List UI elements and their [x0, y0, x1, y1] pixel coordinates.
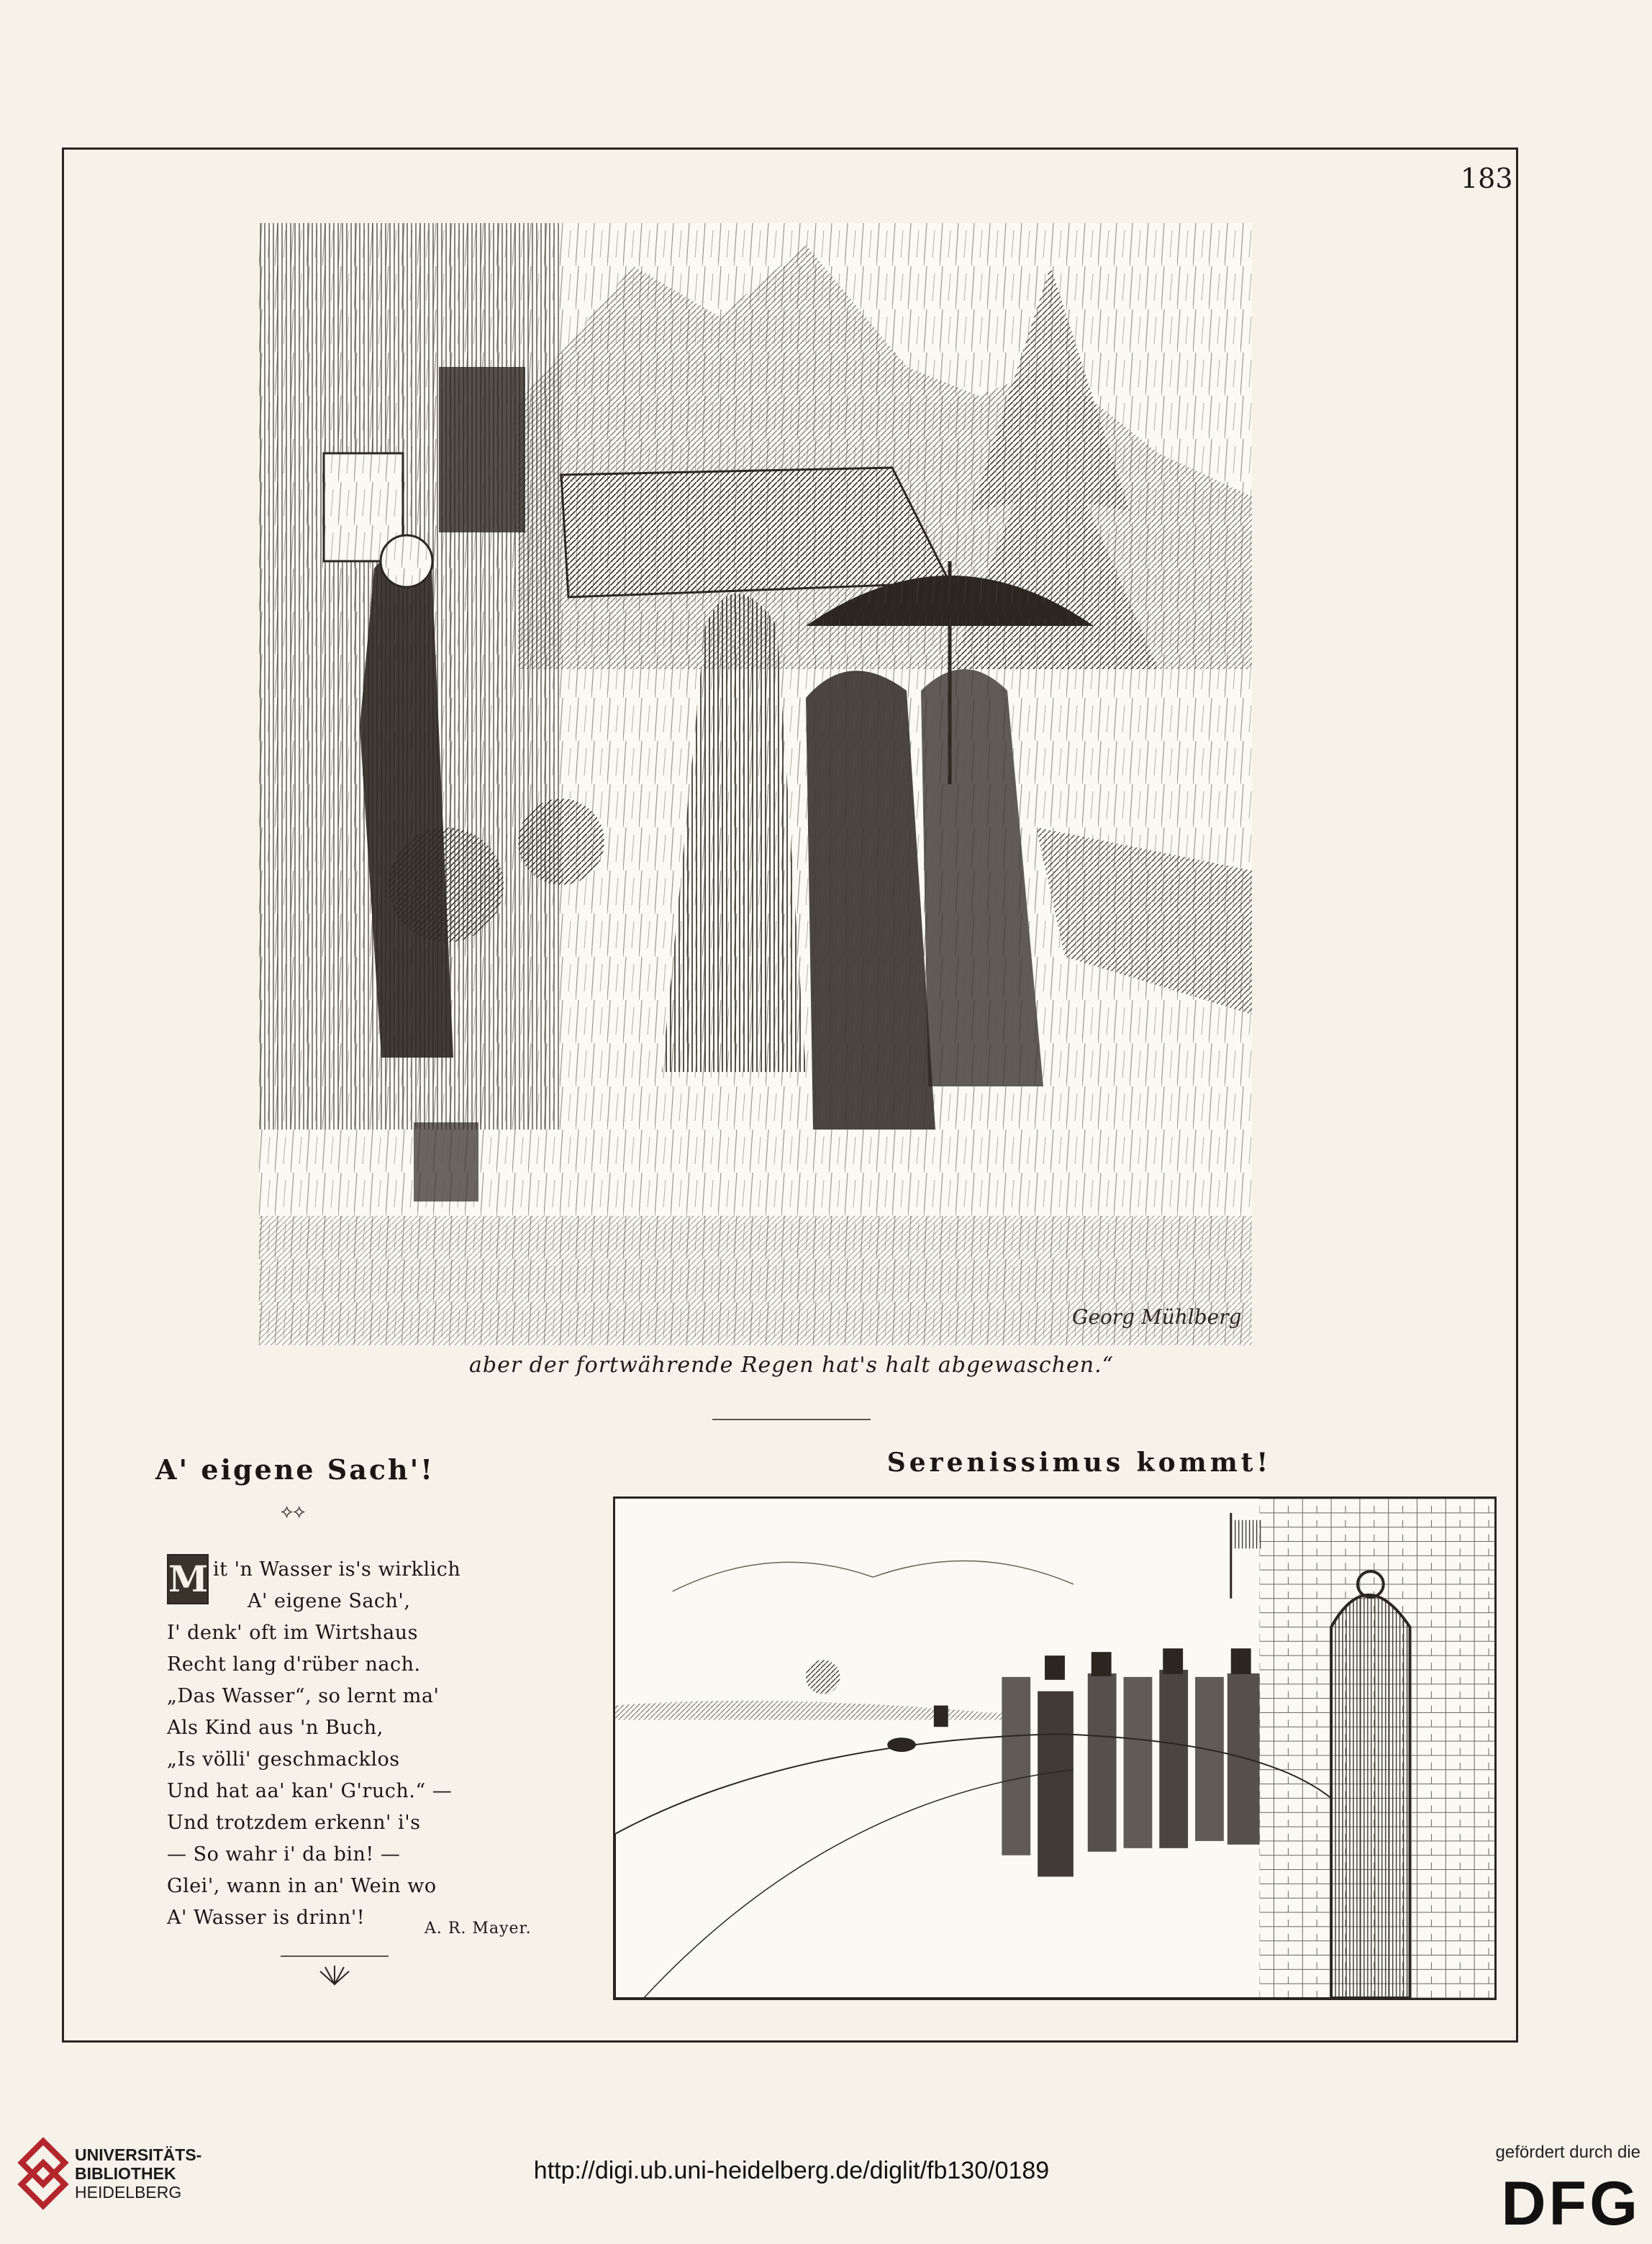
poem-body [167, 1554, 512, 1934]
library-name-line3: HEIDELBERG [75, 2183, 182, 2202]
poem-rule [281, 1955, 389, 1957]
library-name-line1: UNIVERSITÄTS- [75, 2145, 202, 2164]
poem-author: A. R. Mayer. [425, 1920, 532, 1938]
poem-line: „Das Wasser“, so lernt ma' [167, 1685, 440, 1707]
page-number: 183 [1461, 163, 1513, 194]
poem-line: Und trotzdem erkenn' i's [167, 1812, 421, 1834]
main-illustration [259, 223, 1252, 1345]
illustration-signature: Georg Mühlberg [1072, 1305, 1242, 1329]
poem-line: — So wahr i' da bin! — [167, 1843, 401, 1866]
poem-ornament: ⟡⟡ [281, 1501, 306, 1522]
poem-line: A' Wasser is drinn'! [167, 1907, 366, 1929]
poem-line: Recht lang d'rüber nach. [167, 1653, 421, 1676]
right-illustration [613, 1496, 1497, 2000]
right-illustration-title: Serenissimus kommt! [886, 1448, 1272, 1478]
main-caption: aber der fortwährende Regen hat's halt abgewaschen.“ [469, 1353, 1114, 1378]
poem-line: I' denk' oft im Wirtshaus [167, 1622, 418, 1644]
library-name-line2: BIBLIOTHEK [75, 2164, 176, 2183]
library-name [75, 2145, 201, 2202]
poem-line: Und hat aa' kan' G'ruch.“ — [167, 1780, 453, 1802]
poem-initial: M [167, 1554, 209, 1604]
poem-line: A' eigene Sach', [248, 1590, 411, 1612]
funding-label: gefördert durch die [1495, 2143, 1640, 2162]
permalink-url[interactable]: http://digi.ub.uni-heidelberg.de/diglit/fb130/0189 [533, 2157, 1050, 2184]
library-emblem-icon [14, 2137, 72, 2216]
dfg-logo: DFG [1501, 2169, 1640, 2238]
poem-line: „Is völli' geschmacklos [167, 1748, 400, 1771]
poem-line: Als Kind aus 'n Buch, [167, 1717, 384, 1739]
poem-title: A' eigene Sach'! [155, 1453, 435, 1486]
caption-rule [712, 1419, 871, 1420]
poem-end-ornament [317, 1964, 353, 1986]
poem-line: it 'n Wasser is's wirklich [213, 1558, 461, 1581]
poem-line: Glei', wann in an' Wein wo [167, 1875, 437, 1897]
